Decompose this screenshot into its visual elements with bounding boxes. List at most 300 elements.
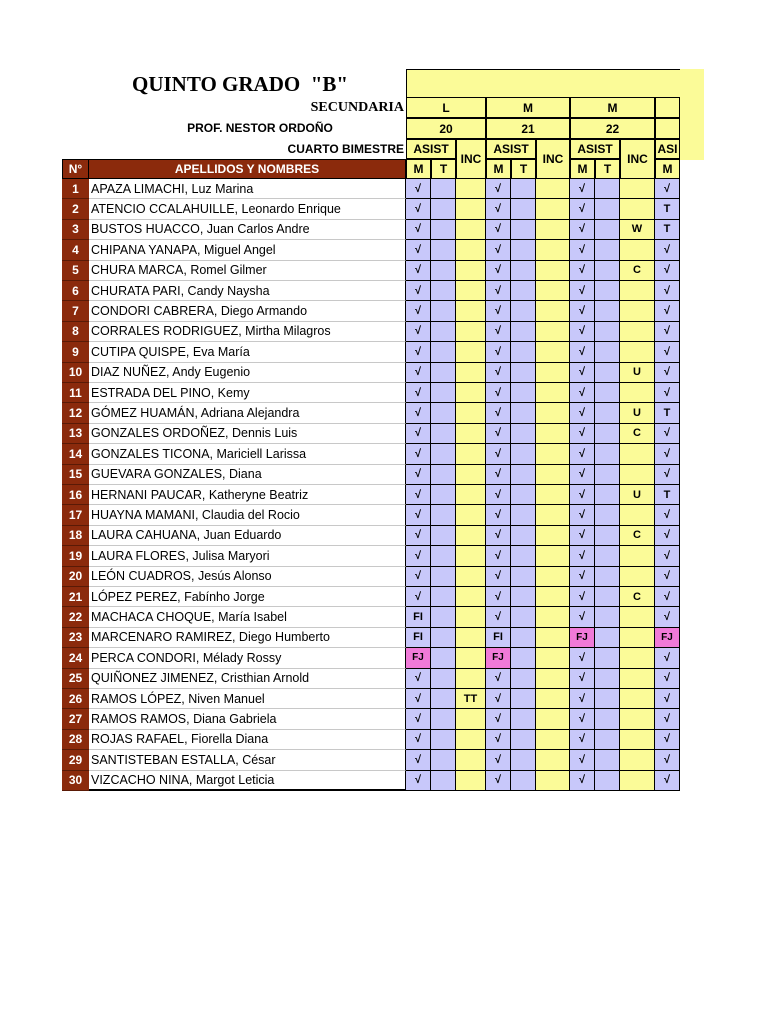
mark-morning[interactable]: √ — [486, 730, 511, 750]
mark-afternoon[interactable] — [511, 261, 536, 281]
mark-morning[interactable]: √ — [406, 403, 431, 423]
mark-incidence[interactable] — [620, 567, 655, 587]
mark-incidence[interactable] — [620, 465, 655, 485]
mark-afternoon[interactable] — [431, 342, 456, 362]
mark-morning[interactable]: √ — [570, 546, 595, 566]
mark-afternoon[interactable] — [595, 261, 620, 281]
mark-incidence[interactable] — [536, 709, 570, 729]
mark-morning[interactable]: √ — [486, 240, 511, 260]
mark-morning[interactable]: √ — [655, 546, 680, 566]
mark-afternoon[interactable] — [595, 648, 620, 668]
mark-afternoon[interactable] — [595, 383, 620, 403]
mark-incidence[interactable] — [620, 750, 655, 770]
mark-incidence[interactable]: C — [620, 424, 655, 444]
mark-incidence[interactable] — [456, 444, 486, 464]
mark-morning[interactable]: √ — [655, 261, 680, 281]
mark-incidence[interactable] — [536, 485, 570, 505]
mark-afternoon[interactable] — [511, 281, 536, 301]
mark-incidence[interactable] — [456, 648, 486, 668]
mark-afternoon[interactable] — [595, 403, 620, 423]
mark-afternoon[interactable] — [431, 301, 456, 321]
mark-afternoon[interactable] — [595, 363, 620, 383]
mark-incidence[interactable] — [456, 281, 486, 301]
mark-morning[interactable]: √ — [406, 669, 431, 689]
mark-incidence[interactable] — [620, 505, 655, 525]
mark-afternoon[interactable] — [595, 607, 620, 627]
mark-incidence[interactable] — [620, 771, 655, 791]
mark-afternoon[interactable] — [511, 342, 536, 362]
mark-morning[interactable]: √ — [655, 240, 680, 260]
mark-afternoon[interactable] — [431, 526, 456, 546]
mark-morning[interactable]: √ — [486, 281, 511, 301]
mark-afternoon[interactable] — [431, 363, 456, 383]
mark-morning[interactable]: √ — [655, 709, 680, 729]
mark-morning[interactable]: √ — [486, 771, 511, 791]
mark-morning[interactable]: √ — [486, 567, 511, 587]
mark-incidence[interactable] — [536, 403, 570, 423]
mark-afternoon[interactable] — [511, 220, 536, 240]
mark-afternoon[interactable] — [595, 567, 620, 587]
mark-morning[interactable]: FJ — [406, 648, 431, 668]
mark-morning[interactable]: √ — [406, 526, 431, 546]
mark-afternoon[interactable] — [431, 607, 456, 627]
mark-afternoon[interactable] — [511, 709, 536, 729]
mark-afternoon[interactable] — [511, 322, 536, 342]
mark-incidence[interactable] — [620, 709, 655, 729]
mark-incidence[interactable] — [536, 322, 570, 342]
mark-morning[interactable]: √ — [655, 689, 680, 709]
mark-afternoon[interactable] — [431, 240, 456, 260]
mark-incidence[interactable] — [456, 424, 486, 444]
mark-morning[interactable]: FI — [406, 607, 431, 627]
mark-morning[interactable]: √ — [570, 444, 595, 464]
mark-morning[interactable]: √ — [570, 526, 595, 546]
mark-incidence[interactable] — [456, 546, 486, 566]
mark-afternoon[interactable] — [595, 485, 620, 505]
mark-incidence[interactable] — [536, 587, 570, 607]
mark-afternoon[interactable] — [511, 424, 536, 444]
mark-afternoon[interactable] — [431, 669, 456, 689]
mark-afternoon[interactable] — [511, 383, 536, 403]
mark-morning[interactable]: √ — [655, 771, 680, 791]
mark-incidence[interactable]: TT — [456, 689, 486, 709]
mark-morning[interactable]: √ — [486, 383, 511, 403]
mark-afternoon[interactable] — [511, 179, 536, 199]
mark-incidence[interactable] — [620, 689, 655, 709]
mark-incidence[interactable] — [536, 607, 570, 627]
mark-incidence[interactable] — [536, 567, 570, 587]
mark-afternoon[interactable] — [431, 567, 456, 587]
mark-afternoon[interactable] — [595, 240, 620, 260]
mark-morning[interactable]: √ — [406, 771, 431, 791]
mark-incidence[interactable] — [536, 669, 570, 689]
mark-incidence[interactable] — [536, 730, 570, 750]
mark-afternoon[interactable] — [511, 567, 536, 587]
mark-afternoon[interactable] — [431, 771, 456, 791]
mark-afternoon[interactable] — [511, 403, 536, 423]
mark-incidence[interactable] — [456, 363, 486, 383]
mark-morning[interactable]: √ — [655, 363, 680, 383]
mark-afternoon[interactable] — [511, 444, 536, 464]
mark-afternoon[interactable] — [431, 628, 456, 648]
mark-afternoon[interactable] — [431, 485, 456, 505]
mark-incidence[interactable] — [536, 240, 570, 260]
mark-morning[interactable]: T — [655, 403, 680, 423]
mark-morning[interactable]: √ — [570, 322, 595, 342]
mark-afternoon[interactable] — [511, 505, 536, 525]
mark-morning[interactable]: √ — [486, 199, 511, 219]
mark-incidence[interactable] — [620, 444, 655, 464]
mark-incidence[interactable] — [536, 648, 570, 668]
mark-morning[interactable]: √ — [570, 261, 595, 281]
mark-incidence[interactable] — [536, 771, 570, 791]
mark-afternoon[interactable] — [595, 526, 620, 546]
mark-afternoon[interactable] — [431, 383, 456, 403]
mark-incidence[interactable] — [620, 199, 655, 219]
mark-incidence[interactable] — [536, 465, 570, 485]
mark-morning[interactable]: √ — [570, 689, 595, 709]
mark-incidence[interactable] — [620, 628, 655, 648]
mark-incidence[interactable] — [536, 301, 570, 321]
mark-afternoon[interactable] — [431, 546, 456, 566]
mark-morning[interactable]: √ — [486, 689, 511, 709]
mark-incidence[interactable] — [456, 403, 486, 423]
mark-morning[interactable]: √ — [570, 567, 595, 587]
mark-morning[interactable]: T — [655, 220, 680, 240]
mark-afternoon[interactable] — [511, 465, 536, 485]
mark-incidence[interactable] — [536, 261, 570, 281]
mark-morning[interactable]: √ — [486, 587, 511, 607]
mark-morning[interactable]: T — [655, 199, 680, 219]
mark-morning[interactable]: √ — [570, 465, 595, 485]
mark-incidence[interactable] — [536, 363, 570, 383]
mark-incidence[interactable] — [536, 424, 570, 444]
mark-incidence[interactable] — [456, 771, 486, 791]
mark-incidence[interactable] — [536, 546, 570, 566]
mark-morning[interactable]: FI — [406, 628, 431, 648]
mark-afternoon[interactable] — [595, 322, 620, 342]
mark-afternoon[interactable] — [431, 689, 456, 709]
mark-afternoon[interactable] — [431, 444, 456, 464]
mark-morning[interactable]: √ — [406, 261, 431, 281]
mark-morning[interactable]: √ — [655, 526, 680, 546]
mark-morning[interactable]: FJ — [655, 628, 680, 648]
mark-incidence[interactable] — [456, 526, 486, 546]
mark-afternoon[interactable] — [431, 587, 456, 607]
mark-afternoon[interactable] — [511, 363, 536, 383]
mark-morning[interactable]: √ — [655, 669, 680, 689]
mark-afternoon[interactable] — [511, 301, 536, 321]
mark-morning[interactable]: √ — [486, 261, 511, 281]
mark-afternoon[interactable] — [431, 179, 456, 199]
mark-incidence[interactable] — [456, 199, 486, 219]
mark-morning[interactable]: √ — [655, 567, 680, 587]
mark-incidence[interactable]: C — [620, 526, 655, 546]
mark-incidence[interactable] — [536, 342, 570, 362]
mark-incidence[interactable] — [456, 730, 486, 750]
mark-morning[interactable]: √ — [655, 322, 680, 342]
mark-incidence[interactable] — [456, 342, 486, 362]
mark-afternoon[interactable] — [431, 465, 456, 485]
mark-incidence[interactable] — [620, 322, 655, 342]
mark-morning[interactable]: √ — [406, 342, 431, 362]
mark-morning[interactable]: √ — [486, 322, 511, 342]
mark-afternoon[interactable] — [595, 709, 620, 729]
mark-morning[interactable]: √ — [570, 179, 595, 199]
mark-morning[interactable]: FJ — [570, 628, 595, 648]
mark-morning[interactable]: √ — [406, 465, 431, 485]
mark-afternoon[interactable] — [511, 607, 536, 627]
mark-morning[interactable]: √ — [655, 281, 680, 301]
mark-incidence[interactable] — [536, 505, 570, 525]
mark-afternoon[interactable] — [511, 771, 536, 791]
mark-morning[interactable]: √ — [570, 648, 595, 668]
mark-afternoon[interactable] — [431, 220, 456, 240]
mark-incidence[interactable] — [456, 709, 486, 729]
mark-morning[interactable]: √ — [655, 505, 680, 525]
mark-morning[interactable]: √ — [486, 485, 511, 505]
mark-morning[interactable]: √ — [570, 485, 595, 505]
mark-afternoon[interactable] — [595, 546, 620, 566]
mark-morning[interactable]: √ — [406, 363, 431, 383]
mark-afternoon[interactable] — [595, 587, 620, 607]
mark-morning[interactable]: √ — [570, 363, 595, 383]
mark-afternoon[interactable] — [595, 424, 620, 444]
mark-afternoon[interactable] — [595, 444, 620, 464]
mark-afternoon[interactable] — [511, 669, 536, 689]
mark-morning[interactable]: √ — [486, 301, 511, 321]
mark-afternoon[interactable] — [595, 750, 620, 770]
mark-morning[interactable]: √ — [570, 301, 595, 321]
mark-afternoon[interactable] — [431, 648, 456, 668]
mark-incidence[interactable] — [456, 465, 486, 485]
mark-morning[interactable]: √ — [486, 179, 511, 199]
mark-afternoon[interactable] — [511, 648, 536, 668]
mark-incidence[interactable]: C — [620, 587, 655, 607]
mark-morning[interactable]: √ — [406, 546, 431, 566]
mark-incidence[interactable] — [620, 179, 655, 199]
mark-incidence[interactable]: U — [620, 485, 655, 505]
mark-afternoon[interactable] — [431, 322, 456, 342]
mark-incidence[interactable] — [620, 383, 655, 403]
mark-afternoon[interactable] — [431, 709, 456, 729]
mark-afternoon[interactable] — [595, 771, 620, 791]
mark-incidence[interactable] — [536, 689, 570, 709]
mark-incidence[interactable] — [536, 750, 570, 770]
mark-morning[interactable]: √ — [406, 281, 431, 301]
mark-incidence[interactable] — [456, 505, 486, 525]
mark-afternoon[interactable] — [511, 689, 536, 709]
mark-incidence[interactable] — [536, 526, 570, 546]
mark-incidence[interactable] — [456, 261, 486, 281]
mark-incidence[interactable] — [456, 179, 486, 199]
mark-afternoon[interactable] — [511, 485, 536, 505]
mark-morning[interactable]: √ — [570, 281, 595, 301]
mark-afternoon[interactable] — [431, 505, 456, 525]
mark-morning[interactable]: √ — [570, 383, 595, 403]
mark-morning[interactable]: √ — [406, 444, 431, 464]
mark-morning[interactable]: √ — [655, 179, 680, 199]
mark-morning[interactable]: √ — [486, 709, 511, 729]
mark-morning[interactable]: √ — [486, 342, 511, 362]
mark-morning[interactable]: √ — [486, 363, 511, 383]
mark-afternoon[interactable] — [511, 750, 536, 770]
mark-morning[interactable]: √ — [486, 669, 511, 689]
mark-incidence[interactable] — [456, 240, 486, 260]
mark-morning[interactable]: √ — [570, 771, 595, 791]
mark-morning[interactable]: √ — [486, 403, 511, 423]
mark-morning[interactable]: √ — [406, 750, 431, 770]
mark-incidence[interactable] — [456, 587, 486, 607]
mark-morning[interactable]: √ — [570, 220, 595, 240]
mark-afternoon[interactable] — [431, 750, 456, 770]
mark-morning[interactable]: √ — [406, 587, 431, 607]
mark-morning[interactable]: √ — [655, 444, 680, 464]
mark-incidence[interactable] — [620, 730, 655, 750]
mark-afternoon[interactable] — [431, 730, 456, 750]
mark-incidence[interactable] — [456, 750, 486, 770]
mark-morning[interactable]: √ — [655, 607, 680, 627]
mark-afternoon[interactable] — [431, 261, 456, 281]
mark-morning[interactable]: √ — [486, 526, 511, 546]
mark-morning[interactable]: √ — [570, 424, 595, 444]
mark-morning[interactable]: √ — [486, 546, 511, 566]
mark-afternoon[interactable] — [431, 199, 456, 219]
mark-incidence[interactable] — [456, 669, 486, 689]
mark-incidence[interactable] — [456, 220, 486, 240]
mark-incidence[interactable]: U — [620, 403, 655, 423]
mark-morning[interactable]: √ — [406, 505, 431, 525]
mark-afternoon[interactable] — [511, 240, 536, 260]
mark-afternoon[interactable] — [595, 628, 620, 648]
mark-morning[interactable]: √ — [406, 199, 431, 219]
mark-afternoon[interactable] — [511, 730, 536, 750]
mark-afternoon[interactable] — [595, 220, 620, 240]
mark-morning[interactable]: √ — [486, 750, 511, 770]
mark-morning[interactable]: √ — [570, 669, 595, 689]
mark-afternoon[interactable] — [511, 546, 536, 566]
mark-incidence[interactable] — [620, 342, 655, 362]
mark-morning[interactable]: √ — [406, 383, 431, 403]
mark-morning[interactable]: √ — [406, 322, 431, 342]
mark-morning[interactable]: √ — [570, 587, 595, 607]
mark-incidence[interactable] — [620, 281, 655, 301]
mark-morning[interactable]: √ — [655, 424, 680, 444]
mark-morning[interactable]: √ — [570, 199, 595, 219]
mark-morning[interactable]: √ — [406, 689, 431, 709]
mark-incidence[interactable] — [456, 322, 486, 342]
mark-morning[interactable]: √ — [486, 465, 511, 485]
mark-morning[interactable]: √ — [486, 607, 511, 627]
mark-afternoon[interactable] — [511, 628, 536, 648]
mark-afternoon[interactable] — [431, 424, 456, 444]
mark-morning[interactable]: √ — [655, 342, 680, 362]
mark-incidence[interactable]: C — [620, 261, 655, 281]
mark-afternoon[interactable] — [511, 587, 536, 607]
mark-morning[interactable]: √ — [486, 220, 511, 240]
mark-morning[interactable]: √ — [406, 301, 431, 321]
mark-incidence[interactable] — [536, 220, 570, 240]
mark-morning[interactable]: √ — [570, 240, 595, 260]
mark-morning[interactable]: FI — [486, 628, 511, 648]
mark-afternoon[interactable] — [595, 179, 620, 199]
mark-afternoon[interactable] — [431, 403, 456, 423]
mark-afternoon[interactable] — [511, 526, 536, 546]
mark-incidence[interactable] — [536, 199, 570, 219]
mark-morning[interactable]: √ — [655, 587, 680, 607]
mark-morning[interactable]: √ — [570, 709, 595, 729]
mark-incidence[interactable] — [536, 383, 570, 403]
mark-morning[interactable]: √ — [655, 465, 680, 485]
mark-afternoon[interactable] — [595, 465, 620, 485]
mark-afternoon[interactable] — [595, 689, 620, 709]
mark-morning[interactable]: √ — [655, 730, 680, 750]
mark-afternoon[interactable] — [511, 199, 536, 219]
mark-incidence[interactable] — [620, 669, 655, 689]
mark-incidence[interactable] — [456, 485, 486, 505]
mark-afternoon[interactable] — [431, 281, 456, 301]
mark-morning[interactable]: √ — [486, 505, 511, 525]
mark-incidence[interactable] — [620, 301, 655, 321]
mark-morning[interactable]: √ — [406, 220, 431, 240]
mark-morning[interactable]: FJ — [486, 648, 511, 668]
mark-morning[interactable]: √ — [655, 383, 680, 403]
mark-afternoon[interactable] — [595, 342, 620, 362]
mark-morning[interactable]: √ — [570, 403, 595, 423]
mark-afternoon[interactable] — [595, 730, 620, 750]
mark-morning[interactable]: √ — [570, 750, 595, 770]
mark-incidence[interactable] — [456, 607, 486, 627]
mark-morning[interactable]: √ — [406, 179, 431, 199]
mark-incidence[interactable] — [536, 444, 570, 464]
mark-incidence[interactable] — [456, 383, 486, 403]
mark-morning[interactable]: √ — [570, 342, 595, 362]
mark-incidence[interactable] — [536, 628, 570, 648]
mark-morning[interactable]: √ — [570, 730, 595, 750]
mark-morning[interactable]: √ — [406, 485, 431, 505]
mark-morning[interactable]: √ — [406, 240, 431, 260]
mark-incidence[interactable] — [620, 546, 655, 566]
mark-incidence[interactable] — [620, 607, 655, 627]
mark-incidence[interactable] — [536, 179, 570, 199]
mark-afternoon[interactable] — [595, 505, 620, 525]
mark-incidence[interactable] — [620, 240, 655, 260]
mark-incidence[interactable]: U — [620, 363, 655, 383]
mark-morning[interactable]: √ — [655, 301, 680, 321]
mark-morning[interactable]: √ — [486, 424, 511, 444]
mark-morning[interactable]: √ — [486, 444, 511, 464]
mark-morning[interactable]: √ — [406, 567, 431, 587]
mark-afternoon[interactable] — [595, 199, 620, 219]
mark-morning[interactable]: √ — [406, 424, 431, 444]
mark-morning[interactable]: T — [655, 485, 680, 505]
mark-morning[interactable]: √ — [570, 607, 595, 627]
mark-incidence[interactable] — [536, 281, 570, 301]
mark-incidence[interactable] — [456, 301, 486, 321]
mark-afternoon[interactable] — [595, 669, 620, 689]
mark-incidence[interactable]: W — [620, 220, 655, 240]
mark-incidence[interactable] — [620, 648, 655, 668]
mark-afternoon[interactable] — [595, 301, 620, 321]
mark-incidence[interactable] — [456, 567, 486, 587]
mark-morning[interactable]: √ — [570, 505, 595, 525]
mark-morning[interactable]: √ — [655, 648, 680, 668]
mark-afternoon[interactable] — [595, 281, 620, 301]
mark-morning[interactable]: √ — [406, 730, 431, 750]
mark-morning[interactable]: √ — [406, 709, 431, 729]
mark-morning[interactable]: √ — [655, 750, 680, 770]
mark-incidence[interactable] — [456, 628, 486, 648]
